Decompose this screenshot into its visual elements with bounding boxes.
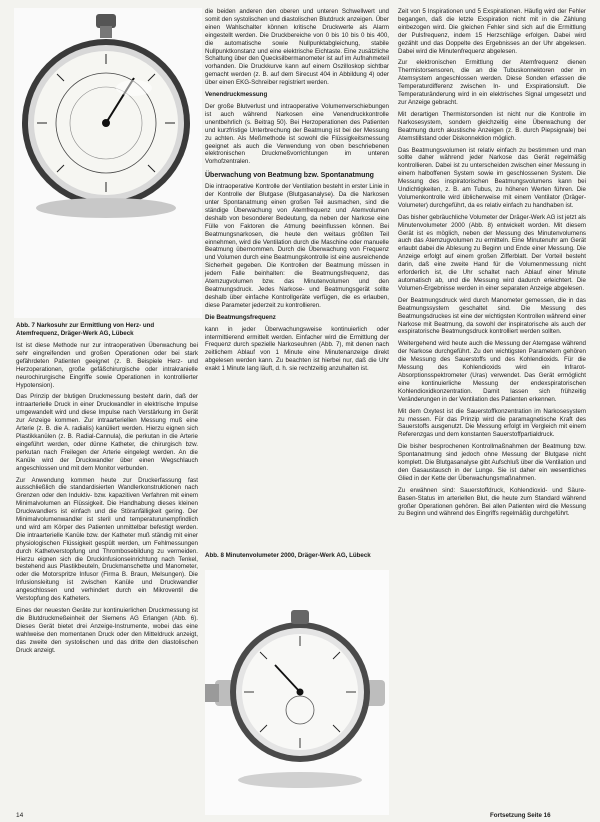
section-subheading: Die Beatmungsfrequenz (205, 313, 276, 321)
paragraph: Der Beatmungsdruck wird durch Manometer gemessen, die in das Beatmungssystem geschaltet sind. Die Messung des Beatmungsdruckes ist eine der wichtigsten Kontrollen während einer Narkose mit Beatmung, da sowohl der inspiratorische als auch der exspiratorische Beatmungsdruck kontrolliert werden sollten. (398, 296, 586, 336)
paragraph: Das bisher gebräuchliche Volumeter der Dräger-Werk AG ist jetzt als Minutenvolumeter 2000 (Abb. 8) entwickelt worden. Mit diesem Gerät ist es möglich, neben der Messung des Minutenvolumens auch das Atemzugvolumen zu ermitteln. Eine Minutenuhr am Gerät erlaubt dabei die Ablesung zu Beginn und Ende einer Messung. Die Anzeige erfolgt auf einem großen Zifferblatt. Der Vorteil besteht darin, daß eine zweite Hand für die Volumenmessung nicht erforderlich ist, die Uhr schaltet nach Ablauf einer Minute automatisch ab, und die Messung wird dadurch erleichtert. Die Volumen-Ergebnisse werden in einer separaten Anzeige abgelesen. (398, 213, 586, 292)
minutenvolumeter-illustration (205, 570, 389, 815)
paragraph: Das Prinzip der blutigen Druckmessung besteht darin, daß der intraarterielle Druck in einer Druckwandler in elektrische Impulse umgewandelt wird und diese Impulse nach Verstärkung im Gerät zur Anzeige kommen. Zur intraarteriellen Messung muß eine Arterie (z. B. die A. radialis) kanüliert werden. Hierzu eignen sich Plastikkanülen (z. B. Radial-Cannula), die perkutan in die Arterie eingeführt werden, oder dünne Katheter, die chirurgisch bzw. perkutan nach Freilegen der Arterie eingelegt werden. An die Kanüle wird der Druckwandler über einen Wegschlauch angeschlossen und mit dem Monitor verbunden. (16, 393, 198, 472)
column-3 (398, 8, 586, 522)
figure-8-photo (205, 570, 389, 815)
paragraph: Das Beatmungsvolumen ist relativ einfach zu bestimmen und man sollte daher während jeder Narkose das Gerät regelmäßig kontrollieren. Dabei ist zu unterscheiden zwischen einer Messung in einem halboffenen System sowie im geschlossenen System. Die Messung des inspiratorischen Beatmungsvolumens kann bei Undichtigkeiten, z. B. am Tubus, zu höheren Werten führen. Die Volumenkontrolle wird üblicherweise mit einem Ventilator (Dräger-Volumeter) durchgeführt, da es relativ einfach zu handhaben ist. (398, 146, 586, 209)
paragraph: Zeit von 5 Inspirationen und 5 Exspirationen. Häufig wird der Fehler begangen, daß die letzte Exspiration nicht mit in die Zählung einbezogen wird. Die gleichen Fehler sind sich auf die Ermittlung der Pulsfrequenz, indem 15 Herzschläge erfolgen. Dabei wird gezählt und das Doppelte des Ergebnisses an der Uhr abgelesen. Dabei wird die Minutenfrequenz abgelesen. (398, 8, 586, 55)
paragraph: Zur elektronischen Ermittlung der Atemfrequenz dienen Thermistorsensoren, die an die Tubuskonnektoren oder im Atemsystem angeschlossen werden. Diese Sonden erfassen die Temperaturdifferenz zwischen In- und Exspirationsluft. Die Temperaturänderung wird in ein elektrisches Signal umgesetzt und zur Anzeige gebracht. (398, 59, 586, 106)
paragraph: Die bisher besprochenen Kontrollmaßnahmen der Beatmung bzw. Spontanatmung sind jedoch ohne Messung der Blutgase nicht komplett. Die Blutgasanalyse gibt Aufschluß über die Ventilation und den Gasaustausch in der Lunge. Sie ist daher ein wesentliches Glied in der Kette der Überwachungsmaßnahmen. (398, 443, 586, 482)
figure-8-caption: Abb. 8 Minutenvolumeter 2000, Dräger-Werk AG, Lübeck (205, 552, 371, 559)
column-1 (16, 342, 198, 658)
paragraph: Weitergehend wird heute auch die Messung der Atemgase während der Narkose durchgeführt. Zu den wichtigsten Parametern gehören die Messung des Sauerstoffs und des Kohlendioxids. Für die Messung des Kohlendioxids wird ein Infrarot-Absorptionsspektrometer (Uras) verwendet. Das Gerät ermöglicht eine kontinuierliche Messung der endexspiratorischen Kohlendioxidkonzentration. Damit lassen sich frühzeitig Veränderungen in der Ventilation des Patienten erkennen. (398, 340, 586, 403)
continuation-note: Fortsetzung Seite 16 (490, 812, 551, 819)
page-number: 14 (16, 812, 24, 819)
paragraph: kann in jeder Überwachungsweise kontinuierlich oder intermittierend ermittelt werden. Einfacher wird die Ermittlung der Frequenz durch spezielle Narkoseuhren (Abb. 7), mit denen nach zeitlichem Ablauf von 1 Minute eine Minutenanzeige direkt abgelesen werden kann. Zu beachten ist hierbei nur, daß die Uhr exakt 1 Minute lang läuft, d. h. sie rechtzeitig anzuhalten ist. (205, 325, 389, 373)
paragraph: die beiden anderen den oberen und unteren Schwellwert und somit den systolischen und diastolischen Blutdruck anzeigen. Über einen Wahlschalter können kritische Druckwerte als Alarm eingestellt werden. Die Druckbereiche von 0 bis 10 bis 0 bis 400, die automatische sowie Nullpunktabgleichung, stabile Nullpunktkonstanz und eine elektrische Eichtaste. Eine zusätzliche Schaltung über den Quecksilbermanometer ist auf im Aufnahmeteil vorhanden. Die Druckkurve kann auf einem Oszilloskop sichtbar gemacht werden (z. B. auf dem Sirecust 404 in Abbildung 4) oder über einen EKG-Schreiber registriert werden. (205, 8, 389, 87)
paragraph: Die intraoperative Kontrolle der Ventilation besteht in erster Linie in der Kontrolle der Blutgase (Blutgasanalyse). Da die Narkosen unter Spontanatmung einen großen Teil ausmachen, sind die ständige Überwachung von Atemfrequenz und Atemvolumen deshalb von besonderer Bedeutung, da neben der Narkose eine Fülle von Faktoren die Atmung beeinflussen können. Bei Beatmungsnarkosen, die heute den weitaus größten Teil einnehmen, wird die Ventilation durch die Maschine oder manuelle Beatmung übernommen. Durch die Überwachung von Frequenz und Volumen durch eine Beatmungskontrolle ist eine ausreichende Sicherheit gegeben. Die Kontrollen der Beatmung müssen in jedem Falle beinhalten: die Beatmungsfrequenz, das Atemzugvolumen bzw. das Minutenvolumen und den Beatmungsdruck. Jedes Narkose- und Beatmungsgerät sollte deshalb über einfache Kontrollgeräte verfügen, die es erlauben, diese Parameter jederzeit zu kontrollieren. (205, 183, 389, 309)
paragraph: Mit derartigen Thermistorsonden ist nicht nur die Kontrolle im Narkosesystem, sondern gleichzeitig eine Überwachung der Beatmung durch akustische Anzeigen (z. B. durch Piepsignale) bei Atemstillstand oder Diskonnektion möglich. (398, 110, 586, 142)
paragraph: Der große Blutverlust und intraoperative Volumenverschiebungen ist auch während Narkosen eine Venendruckkontrolle unentbehrlich (s. Beitrag 50). Bei Herzoperationen des Patienten und kurzfristige Unterbrechung der Beatmung ist bei der Messung zu achten. Als Meßmethode ist sowohl die Flüssigkeitsmessung geeignet als auch die Verwendung von oben beschriebenen elektronischen Druckmeßvorrichtungen im unteren Vorhofzentralen. (205, 102, 389, 166)
narkoseuhr-illustration (14, 8, 202, 318)
column-2 (205, 8, 389, 377)
section-subheading: Venendruckmessung (205, 91, 268, 99)
paragraph: Zur Anwendung kommen heute zur Druckerfassung fast ausschließlich die standardisierten Wandlerkonstruktionen nach Grenzen oder den Induktiv- bzw. kapazitiven Verfahren mit einem Minimalvolumen an Flüssigkeit. Die Handhabung dieses kleinen Druckwandlers ist einfach und die Störanfälligkeit gering. Der Minimalvolumenwandler ist steril und temperaturunempfindlich und wird am Körper des Patienten unmittelbar befestigt werden. Die intraarterielle Kanüle bzw. der Katheter muß ständig mit einer physiologischen Flüssigkeit gespült werden, um Fehlmessungen durch Kathetverstopfung und Thrombosebildung zu vermeiden. Hierzu eignen sich die Druckinfusionseinrichtung nach Tenkel, bestehend aus Plastikbeuteln, Druckmanschette und Manometer, oder die Motorspritze Infusor (Firma B. Braun, Melsungen). Die Infusionsleitung ist zwischen Kanüle und Druckwandler angeschlossen und verhindert durch ein Mikroventil die Verstopfung des Katheters. (16, 476, 198, 603)
section-heading: Überwachung von Beatmung bzw. Spontanatmung (205, 172, 374, 180)
paragraph: Zu erwähnen sind: Sauerstoffdruck, Kohlendioxid- und Säure-Basen-Status im arteriellen Blut, die heute zum Standard während großer Operationen gehören. Bei allen Patienten wird die Messung zu Beginn und während des Eingriffs regelmäßig durchgeführt. (398, 486, 586, 518)
paragraph: Mit dem Oxytest ist die Sauerstoffkonzentration im Narkosesystem zu messen. Für das Prinzip wird die paramagnetische Kraft des Sauerstoffs ausgenutzt. Die Messung erfolgt im Vergleich mit einem Referenzgas und dem konstanten Sauerstoffpartialdruck. (398, 407, 586, 439)
figure-7-photo (14, 8, 202, 318)
paragraph: Ist ist diese Methode nur zur intraoperativen Überwachung bei sehr eingreifenden und großen Operationen oder bei stark gefährdeten Patienten geeignet (z. B. Beispiele Herz- und Herzoperationen, große gefäßchirurgische oder intrakranielle neurochirurgische Eingriffe sowie Operationen in kontrollierter Hypotension). (16, 342, 198, 389)
figure-7-caption: Abb. 7 Narkosuhr zur Ermittlung von Herz- und Atemfrequenz, Dräger-Werk AG, Lübeck (16, 322, 155, 337)
paragraph: Eines der neuesten Geräte zur kontinuierlichen Druckmessung ist die Blutdruckmeßeinheit der Siemens AG Erlangen (Abb. 6). Dieses Gerät bietet drei Anzeige-Instrumente, wobei das eine wahlweise den momentanen Druck oder den Mitteldruck anzeigt, das zweite den systolischen und das dritte den diastolischen Druck anzeigt. (16, 607, 198, 654)
